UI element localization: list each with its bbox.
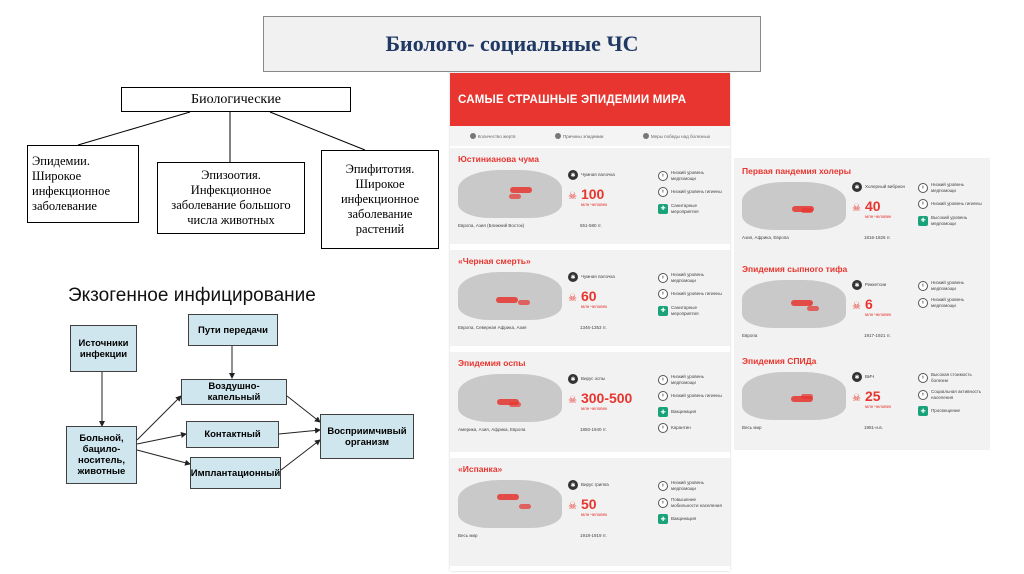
- death-unit: млн человек: [864, 312, 892, 317]
- factor-item: [918, 215, 983, 226]
- epidemic-region: Европа, Северная Африка, Азия: [458, 325, 527, 330]
- epidemic-card: [734, 350, 990, 448]
- cause-row: [568, 170, 615, 180]
- world-map: [458, 170, 562, 218]
- factor-icon: ✚: [658, 407, 668, 417]
- factor-list: [658, 480, 723, 530]
- epidemic-title: «Испанка»: [458, 464, 503, 474]
- epidemic-cause: Чумная палочка: [581, 274, 615, 280]
- epidemic-region: Европа: [742, 333, 758, 338]
- world-map: [458, 374, 562, 422]
- implant-box: Имплантационный: [190, 457, 281, 489]
- epidemic-card: [450, 458, 730, 566]
- slide-title: Биолого- социальные ЧС: [263, 16, 761, 72]
- deaths-row: [568, 496, 607, 518]
- factor-list: [918, 280, 983, 314]
- skull-icon: ☠: [568, 395, 577, 407]
- skull-icon: ☠: [852, 301, 861, 313]
- deaths-row: [852, 198, 891, 220]
- factor-icon: ✚: [918, 406, 928, 416]
- cause-row: [568, 272, 615, 282]
- deaths-row: [568, 186, 607, 208]
- pathogen-icon: ✱: [852, 372, 862, 382]
- factor-item: [658, 374, 723, 385]
- death-unit: млн человек: [580, 406, 608, 411]
- factor-label: Санитарные мероприятия: [671, 203, 699, 214]
- epidemic-card: [450, 148, 730, 244]
- epidemic-cause: Вирус оспы: [581, 376, 606, 382]
- death-count: 100: [580, 186, 605, 202]
- contact-box: Контактный: [186, 421, 279, 448]
- world-map: [458, 480, 562, 528]
- factor-icon: ⚕: [918, 298, 928, 308]
- factor-label: Высокая стоимость болезни: [931, 372, 972, 383]
- epidemic-years: 1981-н.в.: [864, 425, 883, 430]
- death-unit: млн человек: [580, 202, 608, 207]
- factor-label: Просвещение: [931, 408, 960, 414]
- factor-item: [658, 407, 723, 417]
- factor-icon: ⚕: [658, 481, 668, 491]
- factor-label: Низкий уровень медпомощи: [671, 374, 704, 385]
- factor-item: [658, 272, 723, 283]
- factor-label: Низкий уровень медпомощи: [671, 480, 704, 491]
- factor-item: [658, 423, 723, 433]
- factor-icon: ⚕: [918, 199, 928, 209]
- pathogen-icon: ✱: [852, 182, 862, 192]
- epidemic-years: 1918-1919 гг.: [580, 533, 607, 538]
- factor-item: [658, 187, 723, 197]
- factor-icon: ⚕: [658, 171, 668, 181]
- legend-item: Причины эпидемии: [555, 133, 604, 139]
- factor-label: Низкий уровень медпомощи: [931, 297, 964, 308]
- epidemic-years: 1816-1826 гг.: [864, 235, 891, 240]
- deaths-row: [852, 388, 891, 410]
- epidemic-title: Эпидемия оспы: [458, 358, 526, 368]
- death-unit: млн человек: [580, 512, 608, 517]
- factor-icon: ⚕: [658, 391, 668, 401]
- factor-item: [918, 280, 983, 291]
- epidemic-title: Эпидемия сыпного тифа: [742, 264, 848, 274]
- factor-label: Вакцинация: [671, 516, 697, 522]
- factor-icon: ✚: [658, 306, 668, 316]
- death-count: 60: [580, 288, 597, 304]
- exogenous-heading: Экзогенное инфицирование: [68, 285, 316, 306]
- factor-item: [658, 170, 723, 181]
- epidemic-cause: Чумная палочка: [581, 172, 615, 178]
- epidemic-card: [734, 160, 990, 254]
- epidemics-box: Эпидемии. Широкое инфекционное заболевание: [27, 145, 139, 223]
- epidemic-region: Европа, Азия (Ближний Восток): [458, 223, 525, 228]
- skull-icon: ☠: [568, 191, 577, 203]
- infographic-legend: [450, 126, 730, 146]
- factor-icon: ✚: [658, 514, 668, 524]
- world-map: [742, 372, 846, 420]
- epidemic-cause: Вирус гриппа: [581, 482, 609, 488]
- pathogen-icon: ✱: [568, 170, 578, 180]
- factor-label: Низкий уровень гигиены: [931, 201, 982, 207]
- epidemic-title: Эпидемия СПИДа: [742, 356, 817, 366]
- death-unit: млн человек: [864, 214, 892, 219]
- epidemic-card: [450, 250, 730, 346]
- death-unit: млн человек: [580, 304, 608, 309]
- factor-item: [918, 182, 983, 193]
- epidemic-card: [734, 258, 990, 346]
- factor-icon: ✚: [918, 216, 928, 226]
- legend-item: Меры победы над болезнью: [643, 133, 710, 139]
- epidemic-region: Азия, Африка, Европа: [742, 235, 789, 240]
- death-count: 6: [864, 296, 873, 312]
- pathogen-icon: ✱: [852, 280, 862, 290]
- cause-row: [568, 374, 605, 384]
- epidemic-years: 1850-1940 гг.: [580, 427, 607, 432]
- factor-icon: ⚕: [658, 273, 668, 283]
- cause-row: [852, 182, 905, 192]
- factor-label: Вакцинация: [671, 409, 697, 415]
- factor-icon: ⚕: [658, 187, 668, 197]
- deaths-row: [568, 390, 632, 412]
- epidemic-title: «Черная смерть»: [458, 256, 531, 266]
- airborne-box: Воздушно-капельный: [181, 379, 287, 405]
- pathogen-icon: ✱: [568, 272, 578, 282]
- cause-row: [852, 372, 874, 382]
- skull-icon: ☠: [852, 203, 861, 215]
- biological-root-box: Биологические: [121, 87, 351, 112]
- factor-label: Низкий уровень медпомощи: [671, 170, 704, 181]
- factor-label: Социальная активность населения: [931, 389, 982, 400]
- factor-icon: ⚕: [658, 289, 668, 299]
- factor-list: [918, 182, 983, 232]
- skull-icon: ☠: [852, 393, 861, 405]
- factor-icon: ⚕: [918, 373, 928, 383]
- epidemic-card: [450, 352, 730, 452]
- factor-item: [918, 372, 983, 383]
- world-map: [742, 182, 846, 230]
- epidemic-region: Америка, Азия, Африка, Европа: [458, 427, 526, 432]
- factor-item: [918, 406, 983, 416]
- factor-label: Повышение мобильности населения: [671, 497, 722, 508]
- factor-list: [918, 372, 983, 422]
- death-count: 40: [864, 198, 881, 214]
- factor-label: Низкий уровень гигиены: [671, 189, 722, 195]
- factor-list: [658, 272, 723, 322]
- epidemic-years: 1346-1353 гг.: [580, 325, 607, 330]
- epidemic-years: 1917-1921 гг.: [864, 333, 891, 338]
- factor-item: [658, 289, 723, 299]
- factor-list: [658, 170, 723, 220]
- factor-icon: ⚕: [658, 423, 668, 433]
- transmission-routes-box: Пути передачи: [188, 314, 278, 346]
- factor-item: [658, 514, 723, 524]
- world-map: [458, 272, 562, 320]
- factor-label: Низкий уровень медпомощи: [671, 272, 704, 283]
- skull-icon: ☠: [568, 501, 577, 513]
- factor-item: [658, 203, 723, 214]
- factor-item: [918, 297, 983, 308]
- epiphytotics-box: Эпифитотия. Широкое инфекционное заболевание растений: [321, 150, 439, 249]
- epidemic-years: 551-580 гг.: [580, 223, 602, 228]
- cause-row: [852, 280, 886, 290]
- factor-icon: ⚕: [658, 498, 668, 508]
- epizootics-box: Эпизоотия. Инфекционное заболевание большого числа животных: [157, 162, 305, 234]
- factor-item: [918, 389, 983, 400]
- infographic-heading: САМЫЕ СТРАШНЫЕ ЭПИДЕМИИ МИРА: [450, 73, 730, 126]
- factor-item: [658, 480, 723, 491]
- factor-item: [658, 497, 723, 508]
- infection-sources-box: Источники инфекции: [70, 325, 137, 372]
- factor-list: [658, 374, 723, 439]
- factor-label: Низкий уровень гигиены: [671, 291, 722, 297]
- epidemic-cause: ВИЧ: [865, 374, 875, 380]
- death-count: 300-500: [580, 390, 633, 406]
- deaths-row: [852, 296, 891, 318]
- factor-label: Карантин: [671, 425, 691, 431]
- factor-label: Низкий уровень медпомощи: [931, 280, 964, 291]
- epidemic-cause: Холерный вибрион: [865, 184, 905, 190]
- death-count: 50: [580, 496, 597, 512]
- epidemic-title: Первая пандемия холеры: [742, 166, 851, 176]
- epidemic-region: Весь мир: [742, 425, 762, 430]
- deaths-row: [568, 288, 607, 310]
- cause-row: [568, 480, 609, 490]
- factor-label: Низкий уровень гигиены: [671, 393, 722, 399]
- epidemic-cause: Риккетсии: [865, 282, 887, 288]
- epidemic-title: Юстинианова чума: [458, 154, 539, 164]
- factor-item: [658, 391, 723, 401]
- epidemic-region: Весь мир: [458, 533, 478, 538]
- factor-icon: ✚: [658, 204, 668, 214]
- pathogen-icon: ✱: [568, 374, 578, 384]
- death-unit: млн человек: [864, 404, 892, 409]
- factor-item: [918, 199, 983, 209]
- legend-item: Количество жертв: [470, 133, 516, 139]
- world-map: [742, 280, 846, 328]
- skull-icon: ☠: [568, 293, 577, 305]
- factor-icon: ⚕: [658, 375, 668, 385]
- factor-icon: ⚕: [918, 281, 928, 291]
- factor-icon: ⚕: [918, 390, 928, 400]
- patient-box: Больной, бацило-носитель, животные: [66, 426, 137, 484]
- factor-label: Высокий уровень медпомощи: [931, 215, 968, 226]
- susceptible-organism-box: Восприимчивый организм: [320, 414, 414, 459]
- factor-icon: ⚕: [918, 183, 928, 193]
- death-count: 25: [864, 388, 881, 404]
- pathogen-icon: ✱: [568, 480, 578, 490]
- factor-label: Санитарные мероприятия: [671, 305, 699, 316]
- factor-item: [658, 305, 723, 316]
- factor-label: Низкий уровень медпомощи: [931, 182, 964, 193]
